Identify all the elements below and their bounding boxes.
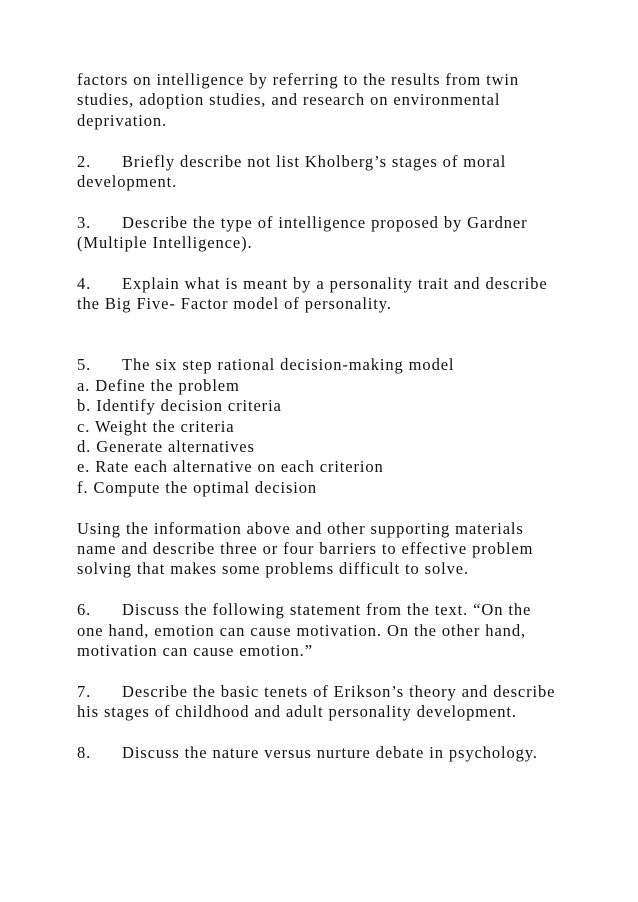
question-number: 3. [77,212,92,232]
intro-line: deprivation. [77,110,168,130]
question-text: Briefly describe not list Kholberg’s stages of moral [122,151,507,171]
question-number: 6. [77,600,92,620]
question-6 [77,600,617,620]
question-text: Describe the type of intelligence proposed by Gardner [122,212,528,232]
decision-step: b. Identify decision criteria [77,396,282,416]
decision-step: c. Weight the criteria [77,416,235,436]
decision-step: e. Rate each alternative on each criterion [77,457,384,477]
question-text: Discuss the following statement from the text. “On the [122,600,532,620]
question-3 [77,213,617,233]
question-text: The six step rational decision-making model [122,355,455,375]
question-4 [77,274,617,294]
question-number: 5. [77,355,92,375]
question-text: Explain what is meant by a personality trait and describe [122,273,548,293]
question-text-continued: the Big Five- Factor model of personality. [77,294,392,314]
question-5 [77,355,617,375]
question-text-continued: development. [77,171,178,191]
intro-line: studies, adoption studies, and research on environmental [77,90,501,110]
decision-step: a. Define the problem [77,375,240,395]
document-text [77,70,617,763]
question-text-continued: motivation can cause emotion.” [77,640,313,660]
question-number: 2. [77,151,92,171]
decision-step: d. Generate alternatives [77,437,255,457]
question-number: 4. [77,273,92,293]
decision-step: f. Compute the optimal decision [77,477,318,497]
question-8 [77,743,617,763]
question-text-continued: his stages of childhood and adult personality development. [77,702,517,722]
using-paragraph-line: name and describe three or four barriers to effective problem [77,539,534,558]
question-7 [77,682,617,702]
question-text: Describe the basic tenets of Erikson’s theory and describe [122,681,556,701]
intro-line: factors on intelligence by referring to the results from twin [77,70,520,89]
question-text-continued: one hand, emotion can cause motivation. On the other hand, [77,620,527,640]
using-paragraph-line: Using the information above and other supporting materials [77,518,524,538]
question-number: 7. [77,681,92,701]
question-2 [77,152,617,172]
question-number: 8. [77,742,92,762]
question-text: Discuss the nature versus nurture debate in psychology. [122,742,538,762]
question-text-continued: (Multiple Intelligence). [77,233,253,253]
using-paragraph-line: solving that makes some problems difficult to solve. [77,559,470,579]
